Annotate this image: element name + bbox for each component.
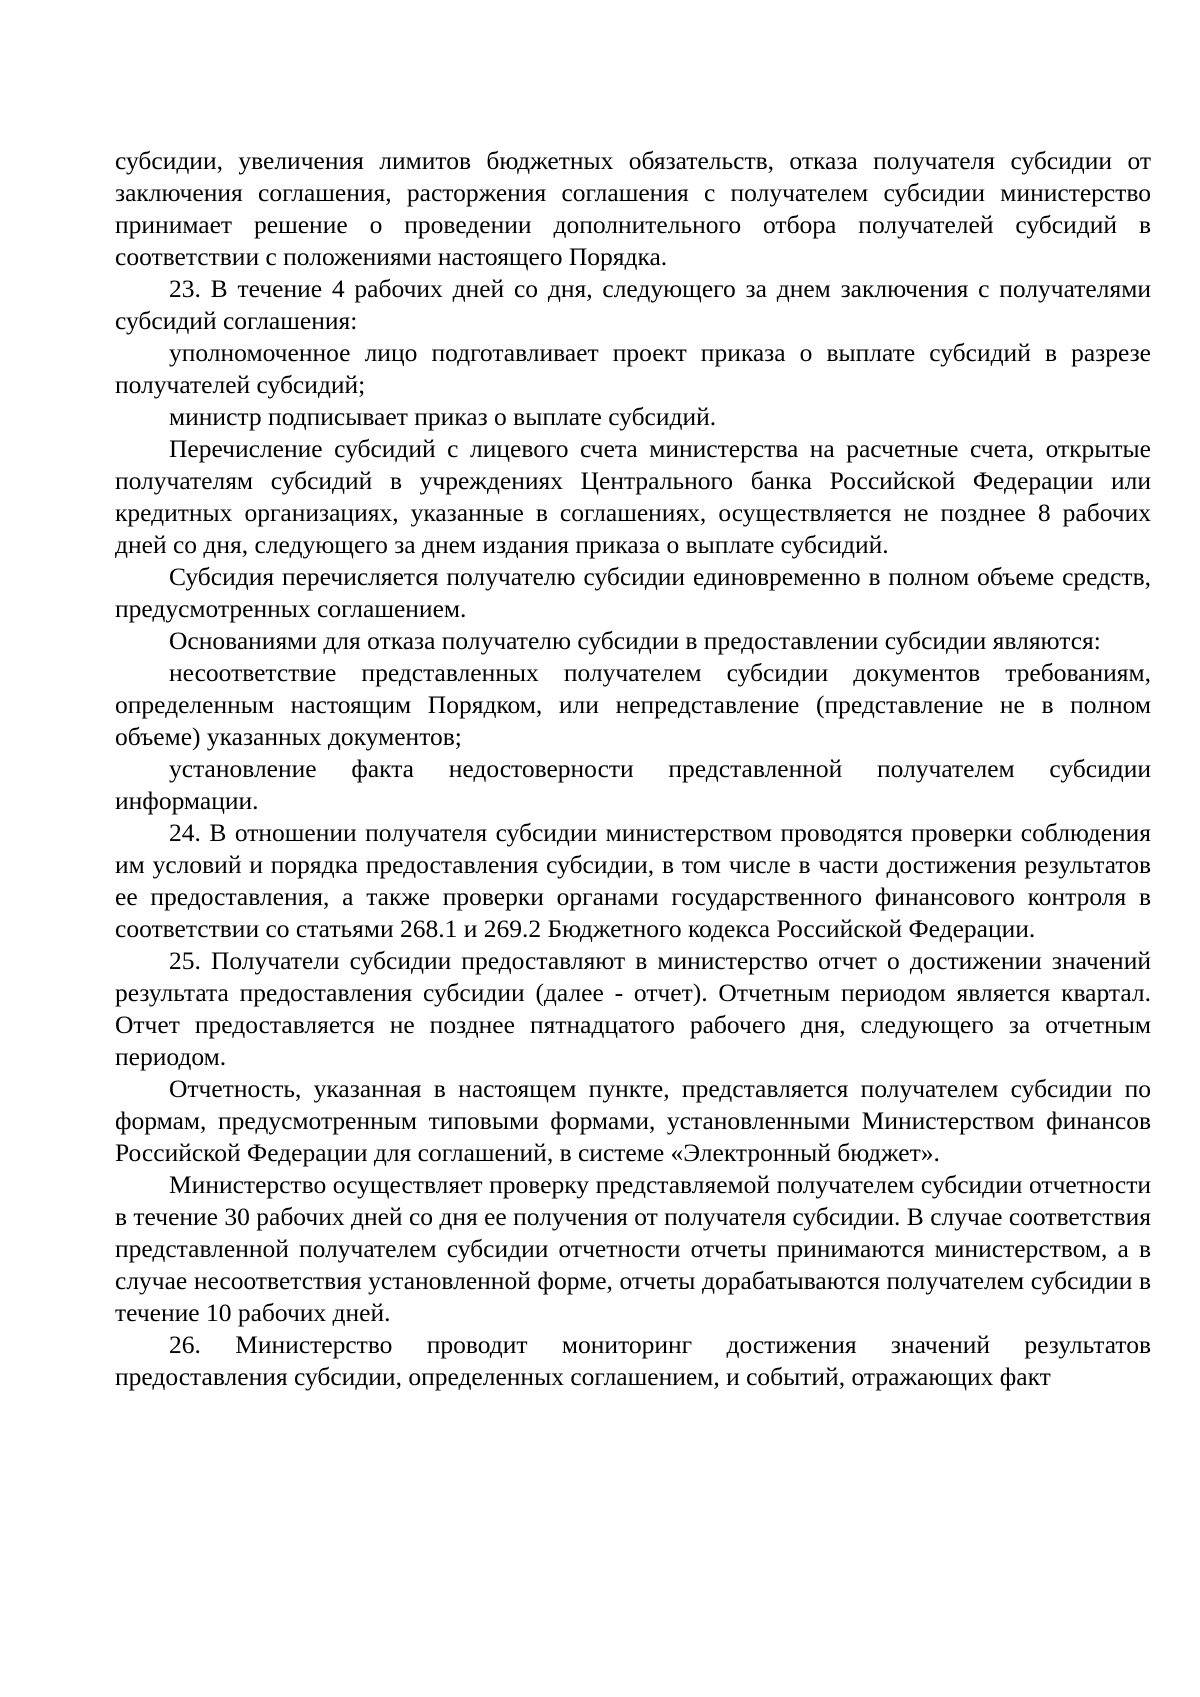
paragraph-reporting-forms: Отчетность, указанная в настоящем пункте, представляется получателем субсидии по формам, предусмотренным типовыми формами, установленными Министерством финансов Российской Федерации для соглашений, в системе «Электронный бюджет». <box>115 1074 1151 1167</box>
paragraph-transfer: Перечисление субсидий с лицевого счета министерства на расчетные счета, открытые получателям субсидий в учреждениях Центрального банка Российской Федерации или кредитных организациях, указанные в соглашениях, осуществляется не позднее 8 рабочих дней со дня, следующего за днем издания приказа о выплате субсидий. <box>115 434 1151 559</box>
paragraph-continuation: субсидии, увеличения лимитов бюджетных обязательств, отказа получателя субсидии от заключения соглашения, расторжения соглашения с получателем субсидии министерство принимает решение о проведении дополнительного отбора получателей субсидий в соответствии с положениями настоящего Порядка. <box>115 146 1151 271</box>
paragraph-item-24: 24. В отношении получателя субсидии министерством проводятся проверки соблюдения им условий и порядка предоставления субсидии, в том числе в части достижения результатов ее предоставления, а также проверки органами государственного финансового контроля в соответствии со статьями 268.1 и 269.2 Бюджетного кодекса Российской Федерации. <box>115 818 1151 943</box>
paragraph-refusal-falsity: установление факта недостоверности представленной получателем субсидии информации. <box>115 754 1151 815</box>
paragraph-order-preparation: уполномоченное лицо подготавливает проект приказа о выплате субсидий в разрезе получателей субсидий; <box>115 338 1151 399</box>
document-page <box>115 145 1151 1393</box>
paragraph-item-25: 25. Получатели субсидии предоставляют в министерство отчет о достижении значений результата предоставления субсидии (далее - отчет). Отчетным периодом является квартал. Отчет предоставляется не позднее пятнадцатого рабочего дня, следующего за отчетным периодом. <box>115 946 1151 1071</box>
paragraph-minister-signs: министр подписывает приказ о выплате субсидий. <box>169 402 717 431</box>
paragraph-item-26: 26. Министерство проводит мониторинг достижения значений результатов предоставления субсидии, определенных соглашением, и событий, отражающих факт <box>115 1330 1151 1391</box>
paragraph-refusal-mismatch: несоответствие представленных получателем субсидии документов требованиям, определенным настоящим Порядком, или непредставление (представление не в полном объеме) указанных документов; <box>115 658 1151 751</box>
paragraph-report-check: Министерство осуществляет проверку представляемой получателем субсидии отчетности в течение 30 рабочих дней со дня ее получения от получателя субсидии. В случае соответствия представленной получателем субсидии отчетности отчеты принимаются министерством, а в случае несоответствия установленной форме, отчеты дорабатываются получателем субсидии в течение 10 рабочих дней. <box>115 1170 1151 1327</box>
paragraph-lump-sum: Субсидия перечисляется получателю субсидии единовременно в полном объеме средств, предусмотренных соглашением. <box>115 562 1151 623</box>
paragraph-refusal-grounds: Основаниями для отказа получателю субсидии в предоставлении субсидии являются: <box>169 626 1101 655</box>
paragraph-item-23: 23. В течение 4 рабочих дней со дня, следующего за днем заключения с получателями субсидий соглашения: <box>115 274 1151 335</box>
